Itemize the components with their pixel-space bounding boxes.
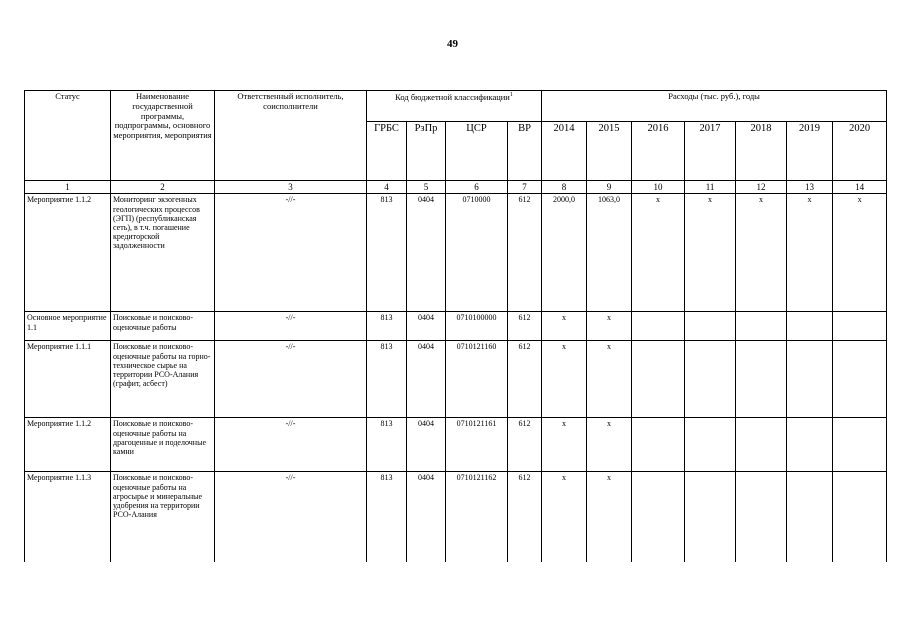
code-csr: ЦСР bbox=[446, 122, 508, 181]
cell-grbs: 813 bbox=[367, 341, 407, 418]
cell-grbs: 813 bbox=[367, 418, 407, 472]
code-vr: ВР bbox=[508, 122, 542, 181]
cell-2019 bbox=[787, 418, 833, 472]
page-number: 49 bbox=[447, 38, 458, 50]
cell-2017 bbox=[685, 418, 736, 472]
cell-executor: -//- bbox=[215, 472, 367, 562]
colnum: 1 bbox=[25, 181, 111, 194]
cell-grbs: 813 bbox=[367, 472, 407, 562]
cell-2016 bbox=[632, 312, 685, 341]
cell-2020 bbox=[833, 312, 887, 341]
year-2018: 2018 bbox=[736, 122, 787, 181]
cell-2018 bbox=[736, 418, 787, 472]
header-expenses: Расходы (тыс. руб.), годы bbox=[542, 91, 887, 122]
colnum: 13 bbox=[787, 181, 833, 194]
colnum: 7 bbox=[508, 181, 542, 194]
cell-name: Мониторинг экзогенных геологических процессов (ЭГП) (республиканская сеть), в т.ч. погашение кредиторской задолженности bbox=[111, 194, 215, 312]
cell-2019: х bbox=[787, 194, 833, 312]
cell-rzpr: 0404 bbox=[407, 341, 446, 418]
year-2014: 2014 bbox=[542, 122, 587, 181]
cell-2015: 1063,0 bbox=[587, 194, 632, 312]
cell-2019 bbox=[787, 312, 833, 341]
cell-2018 bbox=[736, 312, 787, 341]
cell-executor: -//- bbox=[215, 194, 367, 312]
cell-2014: х bbox=[542, 312, 587, 341]
cell-executor: -//- bbox=[215, 341, 367, 418]
colnum: 3 bbox=[215, 181, 367, 194]
colnum: 12 bbox=[736, 181, 787, 194]
column-numbers-row bbox=[25, 181, 887, 194]
cell-status: Мероприятие 1.1.2 bbox=[25, 194, 111, 312]
cell-2015: х bbox=[587, 341, 632, 418]
header-name: Наименование государственной программы, подпрограммы, основного мероприятия, мероприятия bbox=[111, 91, 215, 181]
header-budget-code-label: Код бюджетной классификации bbox=[395, 91, 510, 102]
cell-vr: 612 bbox=[508, 312, 542, 341]
cell-2020: х bbox=[833, 194, 887, 312]
table-row bbox=[25, 341, 887, 418]
cell-grbs: 813 bbox=[367, 312, 407, 341]
cell-rzpr: 0404 bbox=[407, 418, 446, 472]
colnum: 14 bbox=[833, 181, 887, 194]
cell-2017 bbox=[685, 472, 736, 562]
cell-csr: 0710100000 bbox=[446, 312, 508, 341]
cell-2018 bbox=[736, 341, 787, 418]
cell-rzpr: 0404 bbox=[407, 194, 446, 312]
budget-table bbox=[24, 90, 887, 562]
cell-executor: -//- bbox=[215, 418, 367, 472]
cell-2017 bbox=[685, 312, 736, 341]
cell-name: Поисковые и поисково-оценочные работы bbox=[111, 312, 215, 341]
cell-status: Мероприятие 1.1.2 bbox=[25, 418, 111, 472]
cell-name: Поисковые и поисково-оценочные работы на драгоценные и поделочные камни bbox=[111, 418, 215, 472]
header-row bbox=[25, 91, 887, 122]
cell-2016: х bbox=[632, 194, 685, 312]
cell-2015: х bbox=[587, 418, 632, 472]
cell-2020 bbox=[833, 418, 887, 472]
year-2019: 2019 bbox=[787, 122, 833, 181]
cell-2014: х bbox=[542, 418, 587, 472]
colnum: 11 bbox=[685, 181, 736, 194]
year-2015: 2015 bbox=[587, 122, 632, 181]
code-grbs: ГРБС bbox=[367, 122, 407, 181]
header-budget-code-note: 1 bbox=[509, 92, 513, 98]
cell-grbs: 813 bbox=[367, 194, 407, 312]
cell-rzpr: 0404 bbox=[407, 312, 446, 341]
cell-rzpr: 0404 bbox=[407, 472, 446, 562]
cell-2017 bbox=[685, 341, 736, 418]
year-2016: 2016 bbox=[632, 122, 685, 181]
cell-status: Мероприятие 1.1.3 bbox=[25, 472, 111, 562]
cell-csr: 0710121162 bbox=[446, 472, 508, 562]
cell-2016 bbox=[632, 341, 685, 418]
cell-2016 bbox=[632, 418, 685, 472]
cell-2014: х bbox=[542, 472, 587, 562]
cell-2020 bbox=[833, 472, 887, 562]
cell-executor: -//- bbox=[215, 312, 367, 341]
cell-2018 bbox=[736, 472, 787, 562]
cell-2015: х bbox=[587, 472, 632, 562]
cell-csr: 0710121160 bbox=[446, 341, 508, 418]
colnum: 5 bbox=[407, 181, 446, 194]
colnum: 2 bbox=[111, 181, 215, 194]
year-2017: 2017 bbox=[685, 122, 736, 181]
cell-2016 bbox=[632, 472, 685, 562]
cell-2018: х bbox=[736, 194, 787, 312]
cell-vr: 612 bbox=[508, 472, 542, 562]
table-row bbox=[25, 194, 887, 312]
table-row bbox=[25, 312, 887, 341]
colnum: 6 bbox=[446, 181, 508, 194]
cell-2020 bbox=[833, 341, 887, 418]
cell-vr: 612 bbox=[508, 194, 542, 312]
cell-2017: х bbox=[685, 194, 736, 312]
cell-2015: х bbox=[587, 312, 632, 341]
colnum: 4 bbox=[367, 181, 407, 194]
cell-2019 bbox=[787, 341, 833, 418]
cell-status: Мероприятие 1.1.1 bbox=[25, 341, 111, 418]
cell-name: Поисковые и поисково-оценочные работы на горно-техническое сырье на территории РСО-Алания (графит, асбест) bbox=[111, 341, 215, 418]
cell-csr: 0710121161 bbox=[446, 418, 508, 472]
cell-2014: 2000,0 bbox=[542, 194, 587, 312]
colnum: 8 bbox=[542, 181, 587, 194]
cell-status: Основное мероприятие 1.1 bbox=[25, 312, 111, 341]
header-executor: Ответственный исполнитель, соисполнители bbox=[215, 91, 367, 181]
cell-vr: 612 bbox=[508, 418, 542, 472]
colnum: 9 bbox=[587, 181, 632, 194]
cell-2019 bbox=[787, 472, 833, 562]
colnum: 10 bbox=[632, 181, 685, 194]
year-2020: 2020 bbox=[833, 122, 887, 181]
cell-name: Поисковые и поисково-оценочные работы на агросырье и минеральные удобрения на территории РСО-Алания bbox=[111, 472, 215, 562]
code-rzpr: РзПр bbox=[407, 122, 446, 181]
header-status: Статус bbox=[25, 91, 111, 181]
cell-csr: 0710000 bbox=[446, 194, 508, 312]
cell-2014: х bbox=[542, 341, 587, 418]
table-row bbox=[25, 472, 887, 562]
cell-vr: 612 bbox=[508, 341, 542, 418]
table-row bbox=[25, 418, 887, 472]
header-budget-code bbox=[367, 91, 542, 122]
